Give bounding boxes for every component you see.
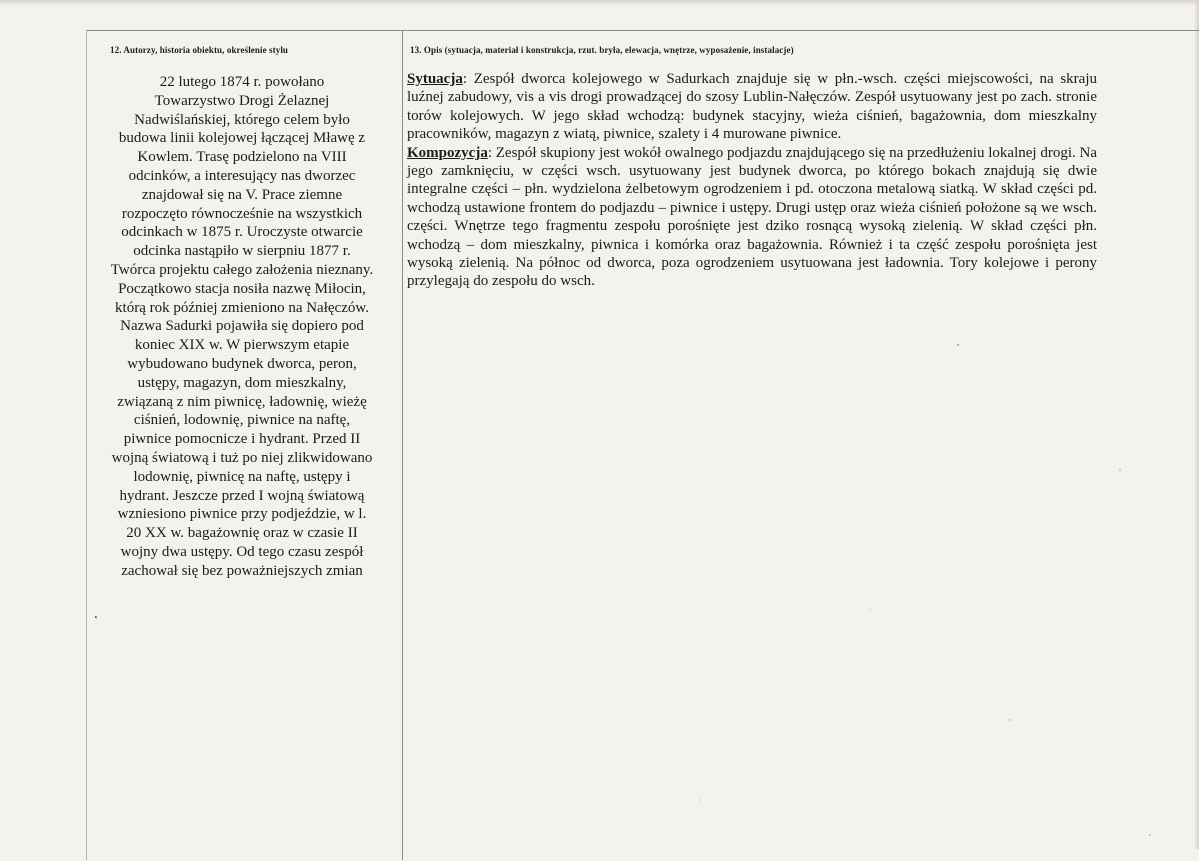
history-line: odcinkach w 1875 r. Uroczyste otwarcie <box>121 224 363 241</box>
history-line: wojną światową i tuż po niej zlikwidowano <box>111 449 373 466</box>
history-line: ustępy, magazyn, dom mieszkalny, <box>137 374 347 391</box>
table-left-rule <box>86 30 87 860</box>
sytuacja-paragraph <box>407 70 1097 144</box>
history-line: 22 lutego 1874 r. powołano <box>159 74 325 90</box>
section-12-history-text <box>90 73 394 581</box>
history-line: wybudowano budynek dworca, peron, <box>127 355 357 372</box>
history-line: Nadwiślańskiej, którego celem było <box>134 111 350 128</box>
history-line: Początkowo stacja nosiła nazwę Miłocin, <box>118 280 366 297</box>
kompozycja-paragraph <box>407 144 1097 291</box>
history-line: 20 XX w. bagażownię oraz w czasie II <box>126 525 358 542</box>
history-line: Towarzystwo Drogi Żelaznej <box>154 92 330 109</box>
history-line: znajdował się na V. Prace ziemne <box>141 186 343 203</box>
sytuacja-label: Sytuacja <box>407 71 463 87</box>
history-line: Nazwa Sadurki pojawiła się dopiero pod <box>120 318 364 335</box>
history-line: rozpoczęto równocześnie na wszystkich <box>121 205 363 222</box>
kompozycja-label: Kompozycja <box>407 144 488 161</box>
history-line: hydrant. Jeszcze przed I wojną światową <box>119 487 365 504</box>
history-line: Kowlem. Trasę podzielono na VIII <box>137 149 347 166</box>
section-12-heading: 12. Autorzy, historia obiektu, określenie stylu <box>110 45 289 55</box>
history-line: którą rok później zmieniono na Nałęczów. <box>115 299 369 316</box>
history-line: piwnice pomocnicze i hydrant. Przed II <box>123 431 361 448</box>
history-line: odcinka nastąpiło w sierpniu 1877 r. <box>133 243 351 260</box>
history-line: Twórca projektu całego założenia nieznany. <box>110 261 374 278</box>
history-line: budowa linii kolejowej łączącej Mławę z <box>118 130 366 147</box>
column-divider <box>402 30 403 860</box>
history-line: odcinków, a interesujący nas dworzec <box>128 167 356 184</box>
stray-mark: . <box>94 606 98 622</box>
sytuacja-text: : Zespół dworca kolejowego w Sadurkach znajduje się w płn.-wsch. części miejscowości, na skraju luźnej zabudowy, vis a vis drogi prowadzącej do szosy Lublin-Nałęczów. Zespół usytuowany jest po zach. stronie torów kolejowych. W jego skład wchodzą: budynek stacyjny, wieża ciśnień, bagażownia, dom mieszkalny pracowników, magazyn z wiatą, piwnice, szalety i 4 murowane piwnice. <box>407 71 1097 143</box>
history-line: zachował się bez poważniejszych zmian <box>121 562 363 579</box>
kompozycja-text: : Zespół skupiony jest wokół owalnego podjazdu znajdującego się na przedłużeniu lokalnej drogi. Na jego zamknięciu, w części wsch. usytuowany jest budynek dworca, po którego bokach znajdują się dwie integralne części – płn. wydzielona żelbetowym ogrodzeniem i pd. otoczona metalową siatką. W skład części pd. wchodzą ustawione frontem do podjazdu – piwnice i ustępy. Drugi ustęp oraz wieża ciśnień położone są we wsch. części. Wnętrze tego fragmentu zespołu porośnięte jest dziko rosnącą wysoką zielenią. W skład części płn. wchodzą – dom mieszkalny, piwnica i komórka oraz bagażownia. Również i ta część zespołu porośnięta jest wysoką zielenią. Na północ od dworca, poza ogrodzeniem usytuowana jest ładownia. Tory kolejowe i perony przylegają do zespołu do wsch. <box>407 144 1097 290</box>
history-line: koniec XIX w. W pierwszym etapie <box>134 337 350 354</box>
history-line: lodownię, piwnicę na naftę, ustępy i <box>133 468 351 485</box>
section-13-description <box>407 70 1097 291</box>
history-line: ciśnień, lodownię, piwnice na naftę, <box>133 412 351 429</box>
history-line: wojny dwa ustępy. Od tego czasu zespół <box>120 543 364 560</box>
scan-shadow-top <box>0 0 1199 6</box>
history-line: wzniesiono piwnice przy podjeździe, w l. <box>117 506 367 523</box>
section-13-heading: 13. Opis (sytuacja, materiał i konstrukcja, rzut. bryła, elewacja, wnętrze, wyposażenie, instalacje) <box>410 45 794 55</box>
history-line: związaną z nim piwnicę, ładownię, wieżę <box>117 393 367 410</box>
